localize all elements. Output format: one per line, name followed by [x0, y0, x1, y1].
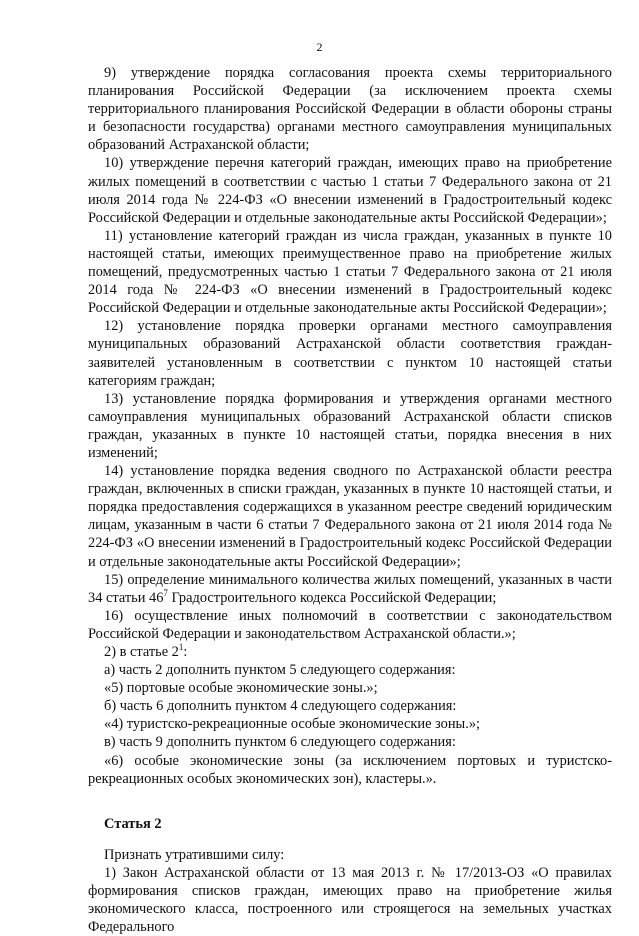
paragraph-15-tail: Градостроительного кодекса Российской Федерации;: [167, 589, 497, 606]
document-body: [88, 64, 612, 936]
article-2-1-text: 2) в статье 2: [104, 644, 179, 660]
paragraph-item-15: [88, 571, 612, 607]
article-heading: Статья 2: [104, 815, 162, 832]
paragraph-amend-c-text: «6) особые экономические зоны (за исключением портовых и туристско-рекреационных особых экономических зон), кластеры.».: [88, 752, 612, 787]
paragraph-item-10: 10) утверждение перечня категорий граждан, имеющих право на приобретение жилых помещений в соответствии с частью 1 статьи 7 Федерального закона от 21 июля 2014 года № 224-ФЗ «О внесении изменений в Градостроительный кодекс Российской Федерации и отдельные законодательные акты Российской Федерации»;: [88, 155, 612, 226]
article-2-1-tail: :: [183, 644, 188, 660]
paragraph-item-16: 16) осуществление иных полномочий в соответствии с законодательством Российской Федерации и законодательством Астраханской области.»;: [88, 607, 612, 642]
paragraph-item-14: 14) установление порядка ведения сводного по Астраханской области реестра граждан, включенных в списки граждан, указанных в пункте 10 настоящей статьи, и порядка предоставления содержащихся в указанном реестре сведений юридическим лицам, указанным в части 6 статьи 7 Федерального закона от 21 июля 2014 года № 224-ФЗ «О внесении изменений в Градостроительный кодекс Российской Федерации и отдельные законодательные акты Российской Федерации»;: [88, 463, 612, 570]
paragraph-item-9: 9) утверждение порядка согласования проекта схемы территориального планирования Российской Федерации (за исключением проекта схемы территориального планирования Российской Федерации в области обороны страны и безопасности государства) органами местного самоуправления муниципальных образований Астраханской области;: [88, 65, 612, 154]
paragraph-amend-a-text: «5) портовые особые экономические зоны.»;: [104, 680, 378, 697]
paragraph-repeal-1: 1) Закон Астраханской области от 13 мая 2013 г. № 17/2013-ОЗ «О правилах формирования списков граждан, имеющих право на приобретение жилья экономического класса, построенного или строящегося на земельных участках Федерального: [88, 864, 612, 936]
page-number: 2: [316, 40, 323, 54]
paragraph-15-text: 15) определение минимального количества жилых помещений, указанных в части 34 статьи 46: [88, 571, 612, 606]
paragraph-repeal-intro: Признать утратившими силу:: [104, 846, 285, 863]
paragraph-15-superscript: 7: [163, 587, 168, 598]
paragraph-item-12: 12) установление порядка проверки органами местного самоуправления муниципальных образований Астраханской области соответствия граждан-заявителей установленным в соответствии с пунктом 10 настоящей статьи категориям граждан;: [88, 318, 612, 389]
article-2-1-superscript: 1: [178, 642, 184, 653]
paragraph-article-2-1: [88, 643, 612, 661]
paragraph-item-11: 11) установление категорий граждан из числа граждан, указанных в пункте 10 настоящей статьи, имеющих преимущественное право на приобретение жилых помещений, предусмотренных частью 1 статьи 7 Федерального закона от 21 июля 2014 года № 224-ФЗ «О внесении изменений в Градостроительный кодекс Российской Федерации и отдельные законодательные акты Российской Федерации»;: [88, 227, 612, 317]
section-spacer: [88, 788, 612, 815]
paragraph-amend-b-text: «4) туристско-рекреационные особые экономические зоны.»;: [104, 716, 481, 733]
paragraph-item-13: 13) установление порядка формирования и утверждения органами местного самоуправления муниципальных образований Астраханской области списков граждан, указанных в пункте 10 настоящей статьи, порядка внесения в них изменений;: [88, 390, 612, 461]
paragraph-amend-c: в) часть 9 дополнить пунктом 6 следующего содержания:: [104, 734, 456, 751]
heading-spacer: [88, 833, 612, 846]
paragraph-amend-a: а) часть 2 дополнить пунктом 5 следующего содержания:: [104, 662, 456, 679]
paragraph-amend-b: б) часть 6 дополнить пунктом 4 следующего содержания:: [104, 698, 457, 715]
